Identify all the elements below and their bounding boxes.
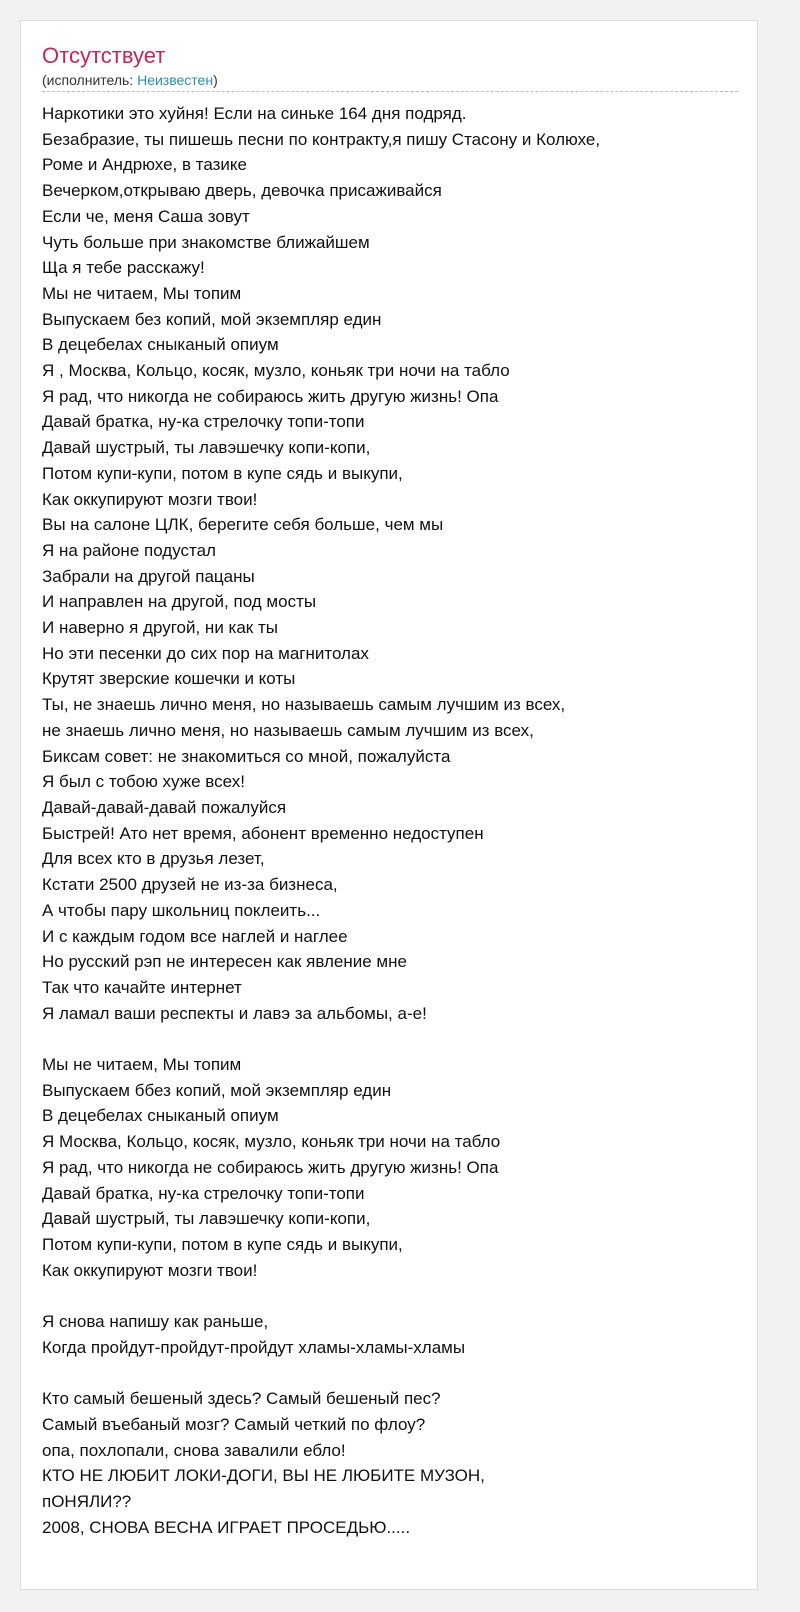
artist-prefix: (исполнитель: [42,72,138,88]
lyric-line: Я рад, что никогда не собираюсь жить другую жизнь! Опа [42,1157,499,1177]
lyric-line [42,1026,738,1052]
lyric-line: 2008, СНОВА ВЕСНА ИГРАЕТ ПРОСЕДЬЮ..... [42,1517,411,1537]
lyric-line: Вы на салоне ЦЛК, берегите себя больше, чем мы [42,515,444,535]
lyric-line: В децебелах сныканый опиум [42,335,279,355]
dashed-divider [42,91,738,92]
lyric-line: КТО НЕ ЛЮБИТ ЛОКИ-ДОГИ, ВЫ НЕ ЛЮБИТЕ МУЗОН, [42,1466,485,1486]
lyric-line: Я рад, что никогда не собираюсь жить другую жизнь! Опа [42,386,499,406]
lyric-line: Выпускаем без копий, мой экземпляр един [42,309,382,329]
lyric-line: Но эти песенки до сих пор на магнитолах [42,643,369,663]
lyrics-card [20,20,758,1590]
lyric-line [42,1283,738,1309]
lyrics-body [42,101,738,1540]
lyric-line: Я , Москва, Кольцо, косяк, музло, коньяк три ночи на табло [42,361,510,381]
lyric-line: Потом купи-купи, потом в купе сядь и выкупи, [42,1234,403,1254]
lyric-line: Выпускаем ббез копий, мой экземпляр един [42,1080,392,1100]
lyric-line: Как оккупируют мозги твои! [42,1260,258,1280]
lyric-line: Как оккупируют мозги твои! [42,489,258,509]
lyric-line: Но русский рэп не интересен как явление мне [42,952,407,972]
lyric-line: И направлен на другой, под мосты [42,592,317,612]
lyric-line: Вечерком,открываю дверь, девочка присаживайся [42,181,442,201]
lyric-line: Давай-давай-давай пожалуйся [42,797,287,817]
lyric-line: Так что качайте интернет [42,977,242,997]
artist-line [42,71,218,89]
lyric-line: пОНЯЛИ?? [42,1491,132,1511]
lyric-line: Мы не читаем, Мы топим [42,1055,242,1074]
lyric-line: Если че, меня Саша зовут [42,206,250,226]
lyric-line: Наркотики это хуйня! Если на синьке 164 дня подряд. [42,104,467,123]
lyric-line: Кстати 2500 друзей не из-за бизнеса, [42,875,338,895]
song-title: Отсутствует [42,43,166,68]
lyric-line: Давай братка, ну-ка стрелочку топи-топи [42,412,365,432]
lyric-line: Биксам совет: не знакомиться со мной, пожалуйста [42,746,451,766]
lyric-line: В децебелах сныканый опиум [42,1106,279,1126]
lyric-line: Быстрей! Ато нет время, абонент временно недоступен [42,823,484,843]
lyric-line: Я Москва, Кольцо, косяк, музло, коньяк три ночи на табло [42,1132,501,1152]
lyric-line: Самый въебаный мозг? Самый четкий по флоу? [42,1414,426,1434]
lyric-line: Мы не читаем, Мы топим [42,283,242,303]
lyric-line: И с каждым годом все наглей и наглее [42,926,348,946]
lyric-line: не знаешь лично меня, но называешь самым лучшим из всех, [42,720,534,740]
lyric-line: Ща я тебе расскажу! [42,258,205,278]
artist-suffix: ) [213,72,218,88]
artist-link[interactable]: Неизвестен [137,72,214,88]
lyric-line: Давай шустрый, ты лавэшечку копи-копи, [42,438,371,458]
lyric-line: Я снова напишу как раньше, [42,1312,269,1332]
lyric-line: И наверно я другой, ни как ты [42,618,278,638]
lyric-line [42,1360,738,1386]
lyric-line: Крутят зверские кошечки и коты [42,669,296,689]
lyric-line: Потом купи-купи, потом в купе сядь и выкупи, [42,463,403,483]
lyric-line: Забрали на другой пацаны [42,566,255,586]
lyric-line: Кто самый бешеный здесь? Самый бешеный пес? [42,1389,441,1409]
lyric-line: Я ламал ваши респекты и лавэ за альбомы, а-е! [42,1003,427,1023]
lyric-line: Чуть больше при знакомстве ближайшем [42,232,370,252]
lyric-line: Когда пройдут-пройдут-пройдут хламы-хламы-хламы [42,1337,466,1357]
lyric-line: Для всех кто в друзья лезет, [42,849,265,869]
lyric-line: Я был с тобою хуже всех! [42,772,245,792]
lyric-line: Безабразие, ты пишешь песни по контракту,я пишу Стасону и Колюхе, [42,129,601,149]
lyric-line: Давай шустрый, ты лавэшечку копи-копи, [42,1209,371,1229]
lyric-line: Роме и Андрюхе, в тазике [42,155,247,175]
lyric-line: Ты, не знаешь лично меня, но называешь самым лучшим из всех, [42,695,566,715]
lyric-line: Я на районе подустал [42,540,216,560]
lyric-line: А чтобы пару школьниц поклеить... [42,900,321,920]
lyric-line: Давай братка, ну-ка стрелочку топи-топи [42,1183,365,1203]
lyric-line: опа, похлопали, снова завалили ебло! [42,1440,346,1460]
